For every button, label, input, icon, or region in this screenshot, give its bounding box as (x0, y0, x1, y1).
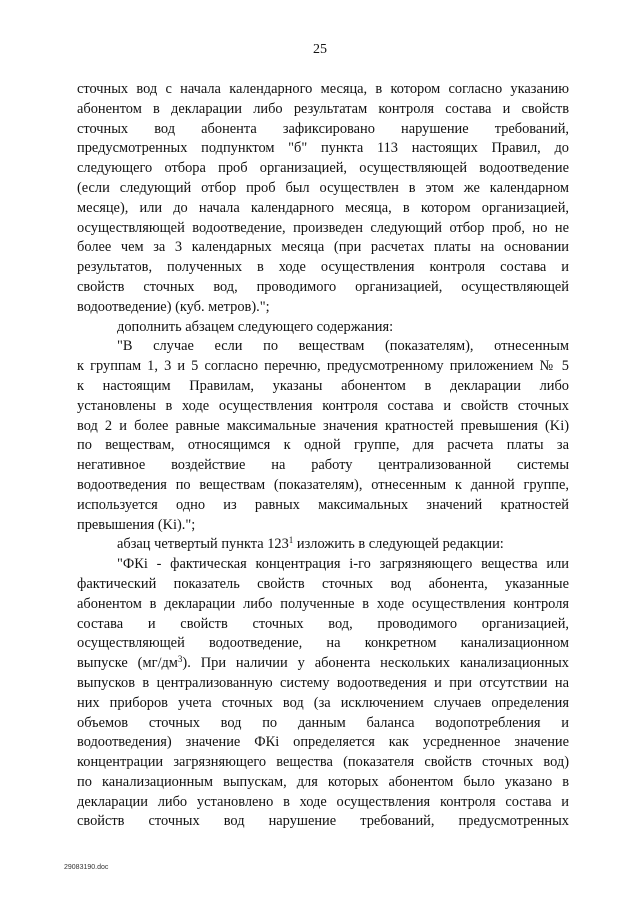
text-line: абонентом в декларации либо результатам контроля состава и свойств (77, 100, 569, 117)
text-line: к группам 1, 3 и 5 согласно перечню, предусмотренному приложением № 5 (77, 358, 569, 375)
text-line: выпусков в централизованную систему водоотведения и при отсутствии на (77, 674, 569, 691)
text-run: изложить в следующей редакции: (293, 536, 504, 553)
page-number: 25 (313, 42, 327, 57)
text-line: фактический показатель свойств сточных вод абонента, указанные (77, 575, 569, 592)
text-line: свойств сточных вод, проводимого организацией, осуществляющей (77, 278, 569, 295)
text-line (77, 535, 569, 555)
text-line: более чем за 3 календарных месяца (при расчетах платы на основании (77, 239, 569, 256)
text-line: по веществам, относящимся к одной группе, для расчета платы за (77, 437, 569, 454)
text-line: абонентом в декларации либо полученные в ходе осуществления контроля (77, 595, 569, 612)
text-run: выпуске (мг/дм (77, 655, 178, 672)
text-line: водоотведение) (куб. метров)."; (77, 298, 270, 315)
superscript: 3 (177, 654, 183, 665)
text-line: "В случае если по веществам (показателям), отнесенным (117, 338, 569, 355)
text-line: водоотведения по веществам (показателям), отнесенным к данной группе, (77, 476, 569, 493)
text-line: декларации либо установлено в ходе осуществления контроля состава и (77, 793, 569, 810)
text-line: объемов сточных вод по данным баланса водопотребления и (77, 714, 569, 731)
text-run: ). При наличии у абонента нескольких канализационных (182, 655, 569, 672)
text-line: концентрации загрязняющего вещества (показателя свойств сточных вод) (77, 754, 569, 771)
text-line: (если следующий отбор проб был осуществлен в этом же календарном (77, 179, 569, 196)
document-body (77, 80, 569, 832)
text-line: сточных вод абонента зафиксировано нарушение требований, (77, 120, 569, 137)
text-line: вод 2 и более равные максимальные значения кратностей превышения (Ki) (77, 417, 569, 434)
text-line: используется одно из равных максимальных значений кратностей (77, 496, 569, 513)
text-line: по канализационным выпускам, для которых абонентом было указано в (77, 773, 569, 790)
footer-filename: 29083190.doc (64, 864, 109, 871)
text-line: результатов, полученных в ходе осуществления контроля состава и (77, 259, 569, 276)
text-line: месяце), или до начала календарного месяца, в котором организацией, (77, 199, 569, 216)
text-line: осуществляющей водоотведение, на конкретном канализационном (77, 635, 569, 652)
text-run: абзац четвертый пункта 123 (117, 536, 289, 553)
text-line (77, 654, 569, 674)
text-line: к настоящим Правилам, указаны абонентом в декларации либо (77, 377, 569, 394)
text-line: состава и свойств сточных вод, проводимого организацией, (77, 615, 569, 632)
text-line: осуществляющей водоотведение, произведен следующий отбор проб, но не (77, 219, 569, 236)
text-line: дополнить абзацем следующего содержания: (117, 318, 394, 335)
text-line: них приборов учета сточных вод (за исключением случаев определения (77, 694, 569, 711)
text-line: негативное воздействие на работу централизованной системы (77, 457, 569, 474)
text-line: установлены в ходе осуществления контроля состава и свойств сточных (77, 397, 569, 414)
text-line: предусмотренных подпунктом "б" пункта 113 настоящих Правил, до (77, 140, 569, 157)
text-line: следующего отбора проб организацией, осуществляющей водоотведение (77, 160, 569, 177)
text-line: водоотведения) значение ФКi определяется как усредненное значение (77, 734, 569, 751)
text-line: превышения (Ki)."; (77, 516, 196, 533)
text-line: "ФКi - фактическая концентрация i-го загрязняющего вещества или (117, 556, 569, 573)
superscript: 1 (288, 535, 294, 546)
text-line: сточных вод с начала календарного месяца, в котором согласно указанию (77, 81, 569, 97)
text-line: свойств сточных вод нарушение требований, предусмотренных (77, 813, 569, 830)
